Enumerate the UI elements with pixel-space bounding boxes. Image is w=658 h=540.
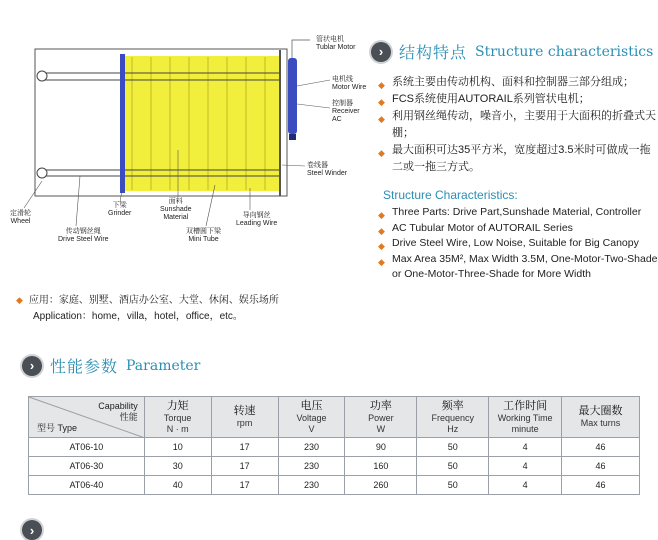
label-text: Sunshade	[160, 206, 192, 213]
list-item	[376, 236, 658, 252]
cell-working-time: 4	[489, 457, 562, 476]
parameter-title-zh: 性能参数	[50, 359, 119, 376]
header-en: Power	[368, 412, 394, 423]
winder-leader	[282, 165, 305, 166]
structure-zh-list	[376, 74, 656, 176]
cell-model: AT06-30	[29, 457, 145, 476]
diamond-bullet-icon: ◆	[378, 241, 385, 251]
label-text: 控制器	[332, 100, 353, 107]
header-rpm	[211, 397, 278, 438]
cell-voltage: 230	[278, 438, 345, 457]
label-text: 传动钢丝绳	[65, 228, 101, 235]
parameter-table	[28, 396, 640, 495]
structure-title-en: Structure characteristics	[475, 43, 654, 60]
diamond-bullet-icon: ◆	[378, 256, 385, 267]
cell-max-turns: 46	[562, 438, 640, 457]
label-steel-winder	[307, 162, 347, 178]
tubular-motor	[288, 58, 297, 134]
label-text: 定滑轮	[10, 210, 31, 217]
cell-torque: 10	[144, 438, 211, 457]
list-item	[376, 108, 656, 142]
list-item-text: Max Area 35M², Max Width 3.5M, One-Motor-Two-Shade or One-Motor-Three-Shade for More Width	[392, 252, 658, 280]
list-item	[376, 142, 656, 176]
header-unit: N · m	[166, 423, 189, 434]
header-unit: minute	[511, 423, 539, 434]
label-text: Steel Winder	[307, 170, 348, 177]
label-text: 双槽圆下梁	[186, 228, 221, 235]
label-text: 导向钢丝	[242, 212, 271, 219]
label-text: Motor Wire	[332, 84, 367, 91]
cell-model: AT06-10	[29, 438, 145, 457]
cell-working-time: 4	[489, 438, 562, 457]
structure-en-list	[376, 205, 658, 283]
label-text: Receiver	[332, 108, 360, 115]
cell-max-turns: 46	[562, 476, 640, 495]
cell-power: 160	[345, 457, 417, 476]
cell-voltage: 230	[278, 476, 345, 495]
cell-power: 260	[345, 476, 417, 495]
awning-structure-diagram	[0, 0, 370, 250]
header-voltage	[278, 397, 345, 438]
cell-frequency: 50	[417, 457, 489, 476]
label-text: 卷线器	[307, 162, 328, 169]
list-item-text: Drive Steel Wire, Low Noise, Suitable for Big Canopy	[392, 237, 639, 249]
table-row	[29, 438, 640, 457]
parameter-section-title	[22, 354, 200, 377]
header-model-capability	[29, 397, 145, 438]
list-item-text: AC Tubular Motor of AUTORAIL Series	[392, 221, 573, 234]
minitube-leader	[206, 185, 215, 226]
label-sunshade	[160, 198, 192, 222]
header-power	[345, 397, 417, 438]
label-text: 下梁	[112, 202, 127, 209]
wheel-top	[37, 71, 47, 81]
list-item-text: FCS系统使用AUTORAIL系列管状电机；	[392, 93, 590, 105]
cell-torque: 40	[144, 476, 211, 495]
label-text: 管状电机	[316, 36, 344, 43]
cell-power: 90	[345, 438, 417, 457]
chevron-right-icon: ›	[22, 520, 42, 540]
list-item-text: 最大面积可达35平方米，宽度超过3.5米时可做成一拖二或一拖三方式。	[392, 144, 651, 173]
label-text: Mini Tube	[188, 236, 219, 243]
header-zh: 频率	[441, 399, 464, 412]
diamond-bullet-icon: ◆	[378, 148, 385, 158]
cell-voltage: 230	[278, 457, 345, 476]
header-capability-en: Capability	[98, 401, 138, 411]
header-zh: 转速	[233, 405, 256, 417]
wheel-leader	[24, 181, 42, 208]
label-receiver	[332, 100, 360, 124]
header-en: Torque	[163, 412, 192, 423]
list-item-text: 系统主要由传动机构、面料和控制器三部分组成；	[392, 76, 634, 88]
diamond-bullet-icon: ◆	[378, 210, 385, 220]
header-model-zh: 型号	[37, 423, 56, 433]
list-item	[376, 91, 656, 108]
motor-wire-leader	[297, 80, 330, 86]
header-zh: 最大圈数	[578, 405, 623, 417]
diamond-bullet-icon: ◆	[378, 97, 385, 107]
cell-model: AT06-40	[29, 476, 145, 495]
label-drive-wire	[58, 228, 109, 244]
sunshade-panel	[123, 56, 279, 191]
header-zh: 功率	[369, 399, 392, 412]
drive-wire-leader	[76, 176, 80, 226]
header-en: rpm	[236, 418, 253, 428]
motor-leader	[292, 40, 310, 58]
application-zh-text: 应用：家庭、别墅、酒店办公室、大堂、休闲、娱乐场所	[28, 295, 279, 306]
label-text: Leading Wire	[236, 220, 278, 227]
list-item	[376, 221, 658, 237]
chevron-right-icon: ›	[22, 356, 42, 376]
table-row	[29, 476, 640, 495]
header-torque	[144, 397, 211, 438]
header-type-en: Type	[57, 423, 78, 433]
chevron-right-icon: ›	[371, 42, 391, 62]
label-text: AC	[332, 116, 342, 123]
grinder-rail	[120, 54, 125, 193]
header-unit: W	[376, 423, 386, 434]
header-unit: Hz	[447, 423, 459, 434]
structure-title-zh: 结构特点	[399, 45, 468, 62]
label-leading-wire	[236, 212, 277, 228]
list-item	[376, 252, 658, 283]
header-en: Working Time	[497, 412, 553, 423]
label-text: 面料	[168, 198, 183, 205]
label-text: Tublar Motor	[316, 44, 356, 51]
header-performance-zh: 性能	[119, 412, 138, 422]
label-text: Drive Steel Wire	[58, 236, 109, 243]
motor-cap	[289, 134, 296, 140]
header-zh: 工作时间	[503, 399, 548, 412]
diamond-bullet-icon: ◆	[378, 225, 385, 236]
diamond-bullet-icon: ◆	[378, 114, 385, 124]
header-max-turns	[562, 397, 640, 438]
header-zh: 力矩	[166, 399, 189, 412]
header-model	[37, 423, 77, 434]
header-frequency	[417, 397, 489, 438]
label-mini-tube	[186, 228, 221, 244]
header-zh: 电压	[300, 399, 323, 412]
table-row	[29, 457, 640, 476]
diamond-bullet-icon: ◆	[16, 295, 23, 305]
label-grinder	[108, 202, 131, 218]
label-text: Wheel	[10, 218, 31, 225]
structure-en-title: Structure Characteristics:	[383, 188, 518, 202]
cell-rpm: 17	[211, 457, 278, 476]
application-zh	[16, 292, 279, 309]
cell-working-time: 4	[489, 476, 562, 495]
cell-max-turns: 46	[562, 457, 640, 476]
label-text: 电机线	[332, 76, 353, 83]
wheel-bottom	[37, 168, 47, 178]
parameter-title-en: Parameter	[126, 357, 201, 374]
list-item	[376, 74, 656, 91]
application-block	[16, 292, 279, 325]
header-en: Voltage	[296, 412, 327, 423]
label-text: Material	[163, 214, 189, 221]
table-header-row	[29, 397, 640, 438]
receiver-leader	[297, 104, 330, 108]
label-tubular-motor	[316, 36, 355, 52]
list-item	[376, 205, 658, 221]
diamond-bullet-icon: ◆	[378, 80, 385, 90]
cell-rpm: 17	[211, 476, 278, 495]
header-en: Frequency	[431, 412, 474, 423]
cell-rpm: 17	[211, 438, 278, 457]
cell-frequency: 50	[417, 476, 489, 495]
header-unit: V	[308, 423, 315, 434]
header-capability	[98, 401, 138, 423]
list-item-text: 利用钢丝绳传动，噪音小，主要用于大面积的折叠式天棚；	[392, 110, 656, 139]
cell-frequency: 50	[417, 438, 489, 457]
header-en: Max turns	[580, 418, 621, 428]
structure-section-title	[371, 40, 653, 63]
header-working-time	[489, 397, 562, 438]
application-en: Application：home，villa，hotel，office，etc。	[33, 311, 243, 322]
list-item-text: Three Parts: Drive Part,Sunshade Material, Controller	[392, 206, 642, 218]
label-wheel	[10, 210, 31, 226]
label-motor-wire	[332, 76, 366, 92]
cell-torque: 30	[144, 457, 211, 476]
label-text: Grinder	[108, 210, 132, 217]
